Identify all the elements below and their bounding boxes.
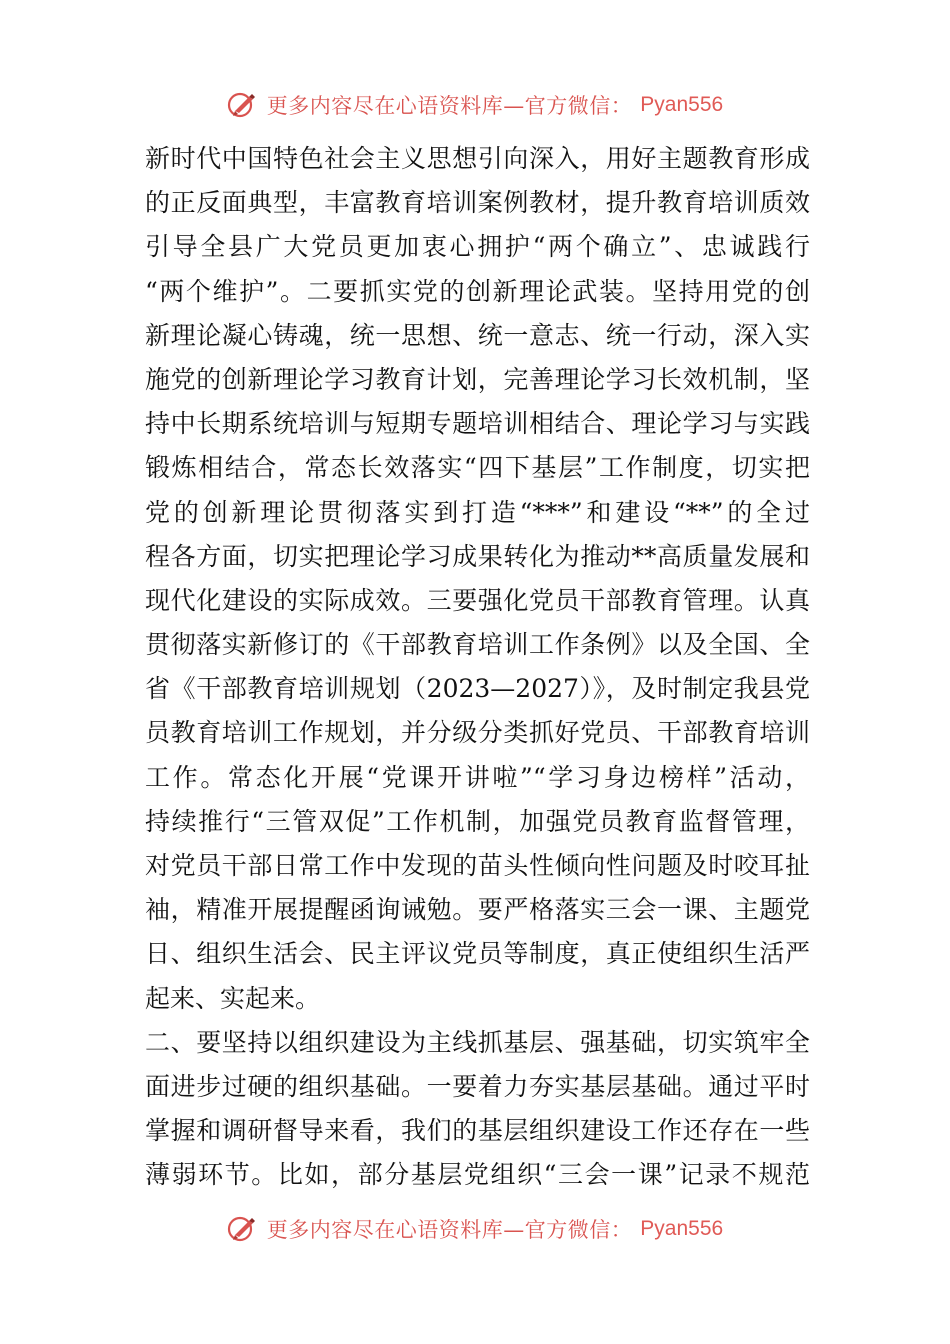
watermark-wechat-id: Pyan556 — [640, 1217, 724, 1240]
text-line: 党的创新理论贯彻落实到打造“***”和建设“**”的全过 — [145, 497, 810, 527]
watermark-header — [0, 85, 950, 125]
text-line: 掌握和调研督导来看，我们的基层组织建设工作还存在一些 — [145, 1116, 810, 1146]
watermark-text: 更多内容尽在心语资料库—官方微信： — [266, 94, 633, 118]
pen-logo-icon — [227, 1213, 259, 1245]
text-line: 员教育培训工作规划，并分级分类抓好党员、干部教育培训 — [145, 718, 810, 748]
text-line: 现代化建设的实际成效。三要强化党员干部教育管理。认真 — [145, 585, 810, 615]
text-line: 工作。常态化开展“党课开讲啦”“学习身边榜样”活动， — [145, 762, 811, 792]
text-line: 新时代中国特色社会主义思想引向深入，用好主题教育形成 — [145, 144, 810, 173]
document-body — [145, 137, 810, 1198]
text-line: 施党的创新理论学习教育计划，完善理论学习长效机制，坚 — [145, 364, 810, 394]
text-line: 面进步过硬的组织基础。一要着力夯实基层基础。通过平时 — [145, 1071, 810, 1101]
watermark-wechat-id: Pyan556 — [640, 93, 724, 116]
text-line: 起来、实起来。 — [145, 983, 321, 1013]
text-line: 的正反面典型，丰富教育培训案例教材，提升教育培训质效 — [145, 188, 810, 218]
text-line: 贯彻落实新修订的《干部教育培训工作条例》以及全国、全 — [145, 630, 810, 660]
text-line: 对党员干部日常工作中发现的苗头性倾向性问题及时咬耳扯 — [145, 851, 810, 880]
text-line: 新理论凝心铸魂，统一思想、统一意志、统一行动，深入实 — [145, 320, 810, 350]
text-line: 薄弱环节。比如，部分基层党组织“三会一课”记录不规范 — [145, 1160, 810, 1190]
text-line: “两个维护”。二要抓实党的创新理论武装。坚持用党的创 — [145, 276, 810, 306]
text-line: 引导全县广大党员更加衷心拥护“两个确立”、忠诚践行 — [145, 232, 810, 262]
text-line: 袖，精准开展提醒函询诫勉。要严格落实三会一课、主题党 — [145, 895, 810, 925]
text-line: 省《干部教育培训规划（2023—2027）》，及时制定我县党 — [145, 674, 810, 704]
text-line: 程各方面，切实把理论学习成果转化为推动**高质量发展和 — [145, 541, 810, 571]
watermark-text: 更多内容尽在心语资料库—官方微信： — [266, 1218, 633, 1242]
text-line: 持中长期系统培训与短期专题培训相结合、理论学习与实践 — [145, 409, 810, 439]
watermark-footer — [0, 1209, 950, 1249]
text-line: 持续推行“三管双促”工作机制，加强党员教育监督管理， — [145, 806, 810, 836]
pen-logo-icon — [227, 89, 259, 121]
text-line: 二、要坚持以组织建设为主线抓基层、强基础，切实筑牢全 — [145, 1027, 810, 1057]
text-line: 日、组织生活会、民主评议党员等制度，真正使组织生活严 — [145, 939, 810, 969]
text-line: 锻炼相结合，常态长效落实“四下基层”工作制度，切实把 — [145, 453, 810, 483]
